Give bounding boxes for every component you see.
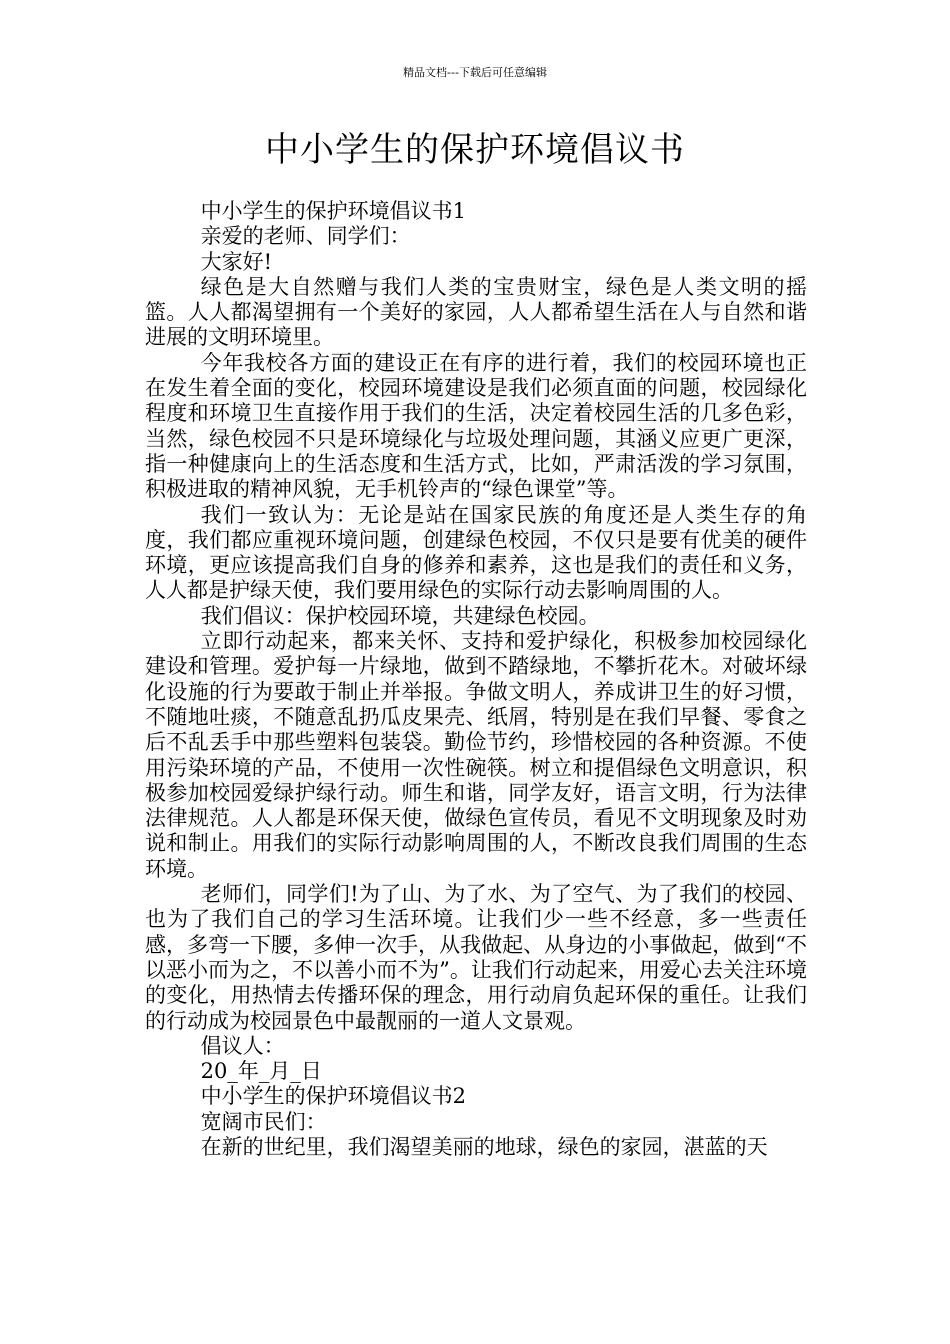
salutation: 亲爱的老师、同学们： [200,224,411,249]
header-note: 精品文档---下载后可任意编辑 [403,66,547,79]
date-line: 20_年_月_日 [200,1059,322,1084]
body-paragraph: 我们一致认为：无论是站在国家民族的角度还是人类生存的角度，我们都应重视环境问题，创建绿色校园，不仅只是要有优美的硬件环境，更应该提高我们自身的修养和素养，这也是我们的责任和义务，人人都是护绿天使，我们要用绿色的实际行动去影响周围的人。 [145,502,807,603]
document-body [145,199,807,1160]
body-paragraph: 绿色是大自然赠与我们人类的宝贵财宝，绿色是人类文明的摇篮。人人都渴望拥有一个美好的家园，人人都希望生活在人与自然和谐进展的文明环境里。 [145,274,807,350]
salutation: 宽阔市民们： [200,1109,327,1134]
signature-label: 倡议人： [200,1033,285,1058]
section-heading-1: 中小学生的保护环境倡议书1 [200,199,467,223]
body-paragraph: 今年我校各方面的建设正在有序的进行着，我们的校园环境也正在发生着全面的变化，校园环境建设是我们必须直面的问题，校园绿化程度和环境卫生直接作用于我们的生活，决定着校园生活的几多色彩，当然，绿色校园不只是环境绿化与垃圾处理问题，其涵义应更广更深，指一种健康向上的生活态度和生活方式，比如，严肃活泼的学习氛围，积极进取的精神风貌，无手机铃声的“绿色课堂”等。 [145,350,807,502]
document-title: 中小学生的保护环境倡议书 [265,130,685,170]
body-paragraph: 我们倡议：保护校园环境，共建绿色校园。 [200,603,600,628]
body-paragraph: 老师们，同学们!为了山、为了水、为了空气、为了我们的校园、也为了我们自己的学习生活环境。让我们少一些不经意，多一些责任感，多弯一下腰，多伸一次手，从我做起、从身边的小事做起，做到“不以恶小而为之，不以善小而不为”。让我们行动起来，用爱心去关注环境的变化，用热情去传播环保的理念，用行动肩负起环保的重任。让我们的行动成为校园景色中最靓丽的一道人文景观。 [145,882,807,1033]
body-paragraph: 在新的世纪里，我们渴望美丽的地球，绿色的家园，湛蓝的天 [200,1134,768,1159]
body-paragraph: 立即行动起来，都来关怀、支持和爱护绿化，积极参加校园绿化建设和管理。爱护每一片绿地，做到不踏绿地，不攀折花木。对破坏绿化设施的行为要敢于制止并举报。争做文明人，养成讲卫生的好习惯，不随地吐痰，不随意乱扔瓜皮果壳、纸屑，特别是在我们早餐、零食之后不乱丢手中那些塑料包装袋。勤俭节约，珍惜校园的各种资源。不使用污染环境的产品，不使用一次性碗筷。树立和提倡绿色文明意识，积极参加校园爱绿护绿行动。师生和谐，同学友好，语言文明，行为法律法律规范。人人都是环保天使，做绿色宣传员，看见不文明现象及时劝说和制止。用我们的实际行动影响周围的人，不断改良我们周围的生态环境。 [145,629,807,881]
greeting: 大家好! [200,249,273,274]
section-heading-2: 中小学生的保护环境倡议书2 [200,1084,467,1109]
